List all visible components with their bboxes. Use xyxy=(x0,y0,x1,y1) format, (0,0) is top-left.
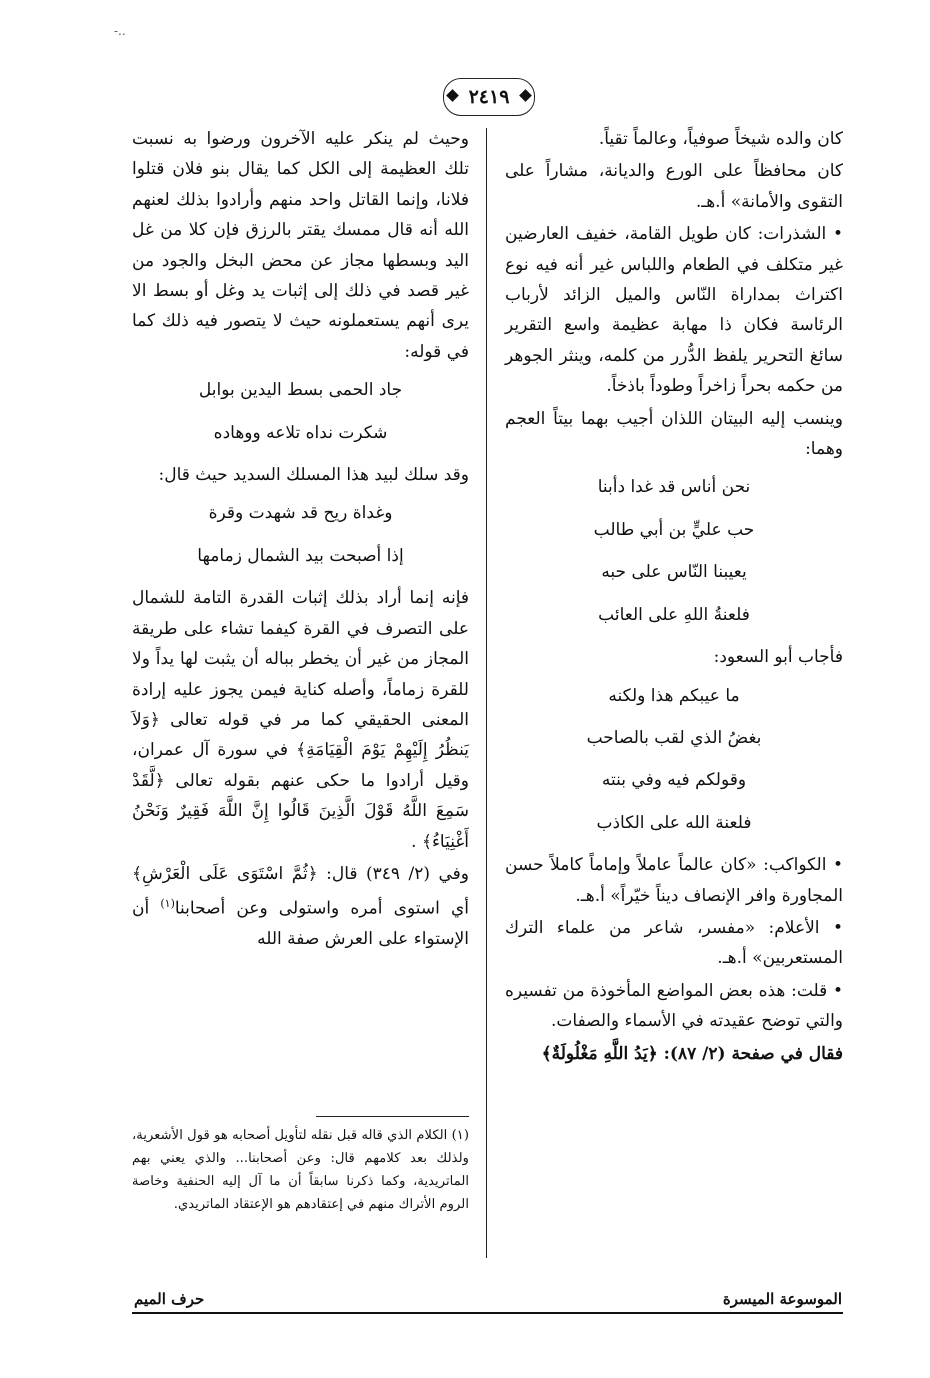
page-number-text: ٢٤١٩ xyxy=(468,86,510,108)
right-paragraph: • الكواكب: «كان عالماً عاملاً وإماماً كاملاً حسن المجاورة وافر الإنصاف ديناً خيّراً» أ.هـ. xyxy=(505,855,843,906)
verse-line: فلعنة الله على الكاذب xyxy=(596,812,752,833)
footnote-marker[interactable]: (١) xyxy=(160,897,175,911)
page-number xyxy=(443,78,535,116)
right-paragraph: • الأعلام: «مفسر، شاعر من علماء الترك المستعربين» أ.هـ. xyxy=(505,917,843,969)
right-paragraph: وينسب إليه البيتان اللذان أجيب بهما بيتاً العجم وهما: xyxy=(505,408,843,460)
left-paragraph: فإنه إنما أراد بذلك إثبات القدرة التامة للشمال على التصرف في القرة كيفما تشاء على طريقة المجاز من غير أن يخطر بباله أن يثبت لها يداً ولا للقرة زماماً، وأصله كناية فيمن يجوز عليه إرادة المعنى الحقيقي كما مر في قوله تعالى ﴿وَلاَ يَنظُرُ إِلَيْهِمْ يَوْمَ الْقِيَامَةِ﴾ في سورة آل عمران، وقيل أرادوا ما حكى عنهم بقوله تعالى ﴿لَّقَدْ سَمِعَ اللَّهُ قَوْلَ الَّذِينَ قَالُوا إِنَّ اللَّهَ فَقِيرٌ وَنَحْنُ أَغْنِيَاءُ﴾ . xyxy=(132,588,469,852)
verse-line: وغداة ريح قد شهدت وقرة xyxy=(208,503,393,524)
right-paragraph: • الشذرات: كان طويل القامة، خفيف العارضين غير متكلف في الطعام واللباس غير أنه فيه نوع اكتراث بمداراة النّاس والميل الزائد لأرباب الرئاسة فكان ذا مهابة عظيمة واسع التقرير سائغ التحرير يلفظ الدُّرر من كلمه، وينثر الجوهر من حكمه بحراً زاخراً وطوداً باذخاً. xyxy=(505,224,843,397)
corner-mark: -.. xyxy=(114,24,126,38)
right-paragraph: كان والده شيخاً صوفياً، وعالماً تقياً. xyxy=(598,129,843,149)
verse-line: فلعنةُ اللهِ على العائب xyxy=(598,604,750,625)
paragraph-text: أن الإستواء على العرش صفة الله xyxy=(132,899,469,950)
column-divider xyxy=(486,128,487,1258)
footer-section: حرف الميم xyxy=(130,1290,208,1308)
footer-rule xyxy=(132,1312,843,1314)
right-paragraph: • قلت: هذه بعض المواضع المأخوذة من تفسيره والتي توضح عقيدته في الأسماء والصفات. xyxy=(505,980,843,1032)
left-paragraph: وقد سلك لبيد هذا المسلك السديد حيث قال: xyxy=(158,465,469,486)
verse-line: بغضُ الذي لقب بالصاحب xyxy=(586,727,762,748)
left-paragraph: وحيث لم ينكر عليه الآخرون ورضوا به نسبت تلك العظيمة إلى الكل كما يقال بنو فلان قتلوا فلانا، وإنما القاتل واحد منهم وأرادوا بذلك لعنهم الله أنه قال ممسك يقتر بالرزق فإن كلا من غل اليد وبسطها مجاز عن محض البخل والجود من غير قصد في ذلك إلى إثبات يد وغل أو بسط الا يرى أنهم يستعملونه حيث لا يتصور فيه ذلك كما في قوله: xyxy=(132,129,469,362)
verse-line: حب عليٍّ بن أبي طالب xyxy=(593,519,755,540)
footnote: (١) الكلام الذي قاله قبل نقله لتأويل أصحابه هو قول الأشعرية، ولذلك بعد كلامهم قال: وعن أصحابنا... والذي يعني بهم الماتريدية، وكما ذكرنا سابقاً أن ما آل إليه الحنفية وخاصة الروم الأتراك منهم في إعتقادهم هو الإعتقاد الماتريدي. xyxy=(132,1128,469,1212)
closing-line: فقال في صفحة (٢/ ٨٧): ﴿يَدُ اللَّهِ مَغْلُولَةٌ﴾ xyxy=(541,1043,843,1064)
verse-line: إذا أصبحت بيد الشمال زمامها xyxy=(197,545,404,566)
right-column xyxy=(505,124,843,1071)
verse-line: ما عيبكم هذا ولكنه xyxy=(608,685,740,706)
left-paragraph xyxy=(132,859,469,955)
verse-line: شكرت نداه تلاعه ووهاده xyxy=(213,422,388,443)
reply-intro: فأجاب أبو السعود: xyxy=(713,647,843,668)
verse-line: يعيبنا النّاس على حبه xyxy=(601,562,747,583)
footer-book-title: الموسوعة الميسرة xyxy=(719,1290,846,1308)
right-paragraph: كان محافظاً على الورع والديانة، مشاراً على التقوى والأمانة» أ.هـ. xyxy=(505,161,843,212)
verse-line: جاد الحمى بسط اليدين بوابل xyxy=(198,380,403,401)
footnote-divider xyxy=(316,1116,469,1117)
left-column xyxy=(132,124,469,957)
verse-line: وقولكم فيه وفي بنته xyxy=(601,770,747,791)
paragraph-text: وفي (٢/ ٣٤٩) قال: ﴿ثُمَّ اسْتَوَى عَلَى الْعَرْشِ﴾ أي استوى أمره واستولى وعن أصحابنا xyxy=(132,863,469,919)
verse-line: نحن أناس قد غدا دأبنا xyxy=(597,477,751,498)
